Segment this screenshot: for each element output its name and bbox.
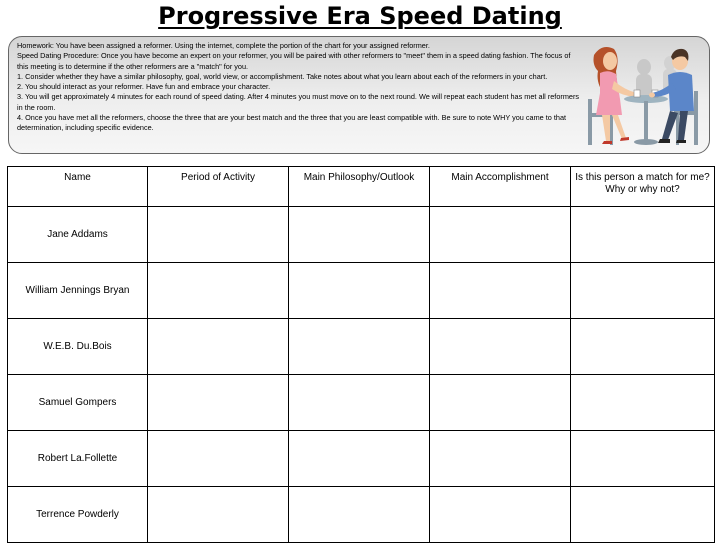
reformer-name: William Jennings Bryan bbox=[8, 263, 148, 319]
reformer-name: Robert La.Follette bbox=[8, 431, 148, 487]
header-name: Name bbox=[8, 167, 148, 207]
accomplishment-cell[interactable] bbox=[430, 207, 571, 263]
match-cell[interactable] bbox=[571, 263, 715, 319]
period-cell[interactable] bbox=[148, 431, 289, 487]
header-accomplishment: Main Accomplishment bbox=[430, 167, 571, 207]
instruction-procedure: Speed Dating Procedure: Once you have become an expert on your reformer, you will be paired with other reformers to "meet" them in a speed dating fashion. The focus of this meeting is to determine if the other reformers are a "match" for you. bbox=[17, 51, 571, 71]
philosophy-cell[interactable] bbox=[289, 263, 430, 319]
accomplishment-cell[interactable] bbox=[430, 375, 571, 431]
instruction-step-2: 2. You should interact as your reformer. Have fun and embrace your character. bbox=[17, 82, 271, 92]
match-cell[interactable] bbox=[571, 319, 715, 375]
philosophy-cell[interactable] bbox=[289, 319, 430, 375]
header-period: Period of Activity bbox=[148, 167, 289, 207]
period-cell[interactable] bbox=[148, 319, 289, 375]
table-row bbox=[8, 487, 715, 543]
instruction-step-3: 3. You will get approximately 4 minutes for each round of speed dating. After 4 minutes you must move on to the next round. We will repeat each student has met all reformers in the room. bbox=[17, 92, 580, 112]
philosophy-cell[interactable] bbox=[289, 207, 430, 263]
period-cell[interactable] bbox=[148, 375, 289, 431]
instructions-panel bbox=[8, 36, 710, 154]
instruction-step-4: 4. Once you have met all the reformers, choose the three that are your best match and the three that you are least compatible with. Be sure to note WHY you came to that determination, including specific evidence. bbox=[17, 113, 567, 133]
instructions-text bbox=[17, 41, 582, 134]
match-cell[interactable] bbox=[571, 207, 715, 263]
instruction-step-1: 1. Consider whether they have a similar philosophy, goal, world view, or accomplishment. Take notes about what you learn about each of the reformers in your chart. bbox=[17, 71, 548, 81]
speed-dating-couple-icon bbox=[582, 41, 704, 149]
header-match: Is this person a match for me? Why or why not? bbox=[571, 167, 715, 207]
table-row bbox=[8, 319, 715, 375]
match-cell[interactable] bbox=[571, 431, 715, 487]
page-title: Progressive Era Speed Dating bbox=[158, 2, 562, 30]
philosophy-cell[interactable] bbox=[289, 431, 430, 487]
match-cell[interactable] bbox=[571, 375, 715, 431]
table-row bbox=[8, 431, 715, 487]
period-cell[interactable] bbox=[148, 207, 289, 263]
table-row bbox=[8, 375, 715, 431]
philosophy-cell[interactable] bbox=[289, 487, 430, 543]
reformer-chart bbox=[7, 166, 715, 543]
accomplishment-cell[interactable] bbox=[430, 263, 571, 319]
philosophy-cell[interactable] bbox=[289, 375, 430, 431]
match-cell[interactable] bbox=[571, 487, 715, 543]
accomplishment-cell[interactable] bbox=[430, 431, 571, 487]
reformer-name: Samuel Gompers bbox=[8, 375, 148, 431]
accomplishment-cell[interactable] bbox=[430, 319, 571, 375]
period-cell[interactable] bbox=[148, 263, 289, 319]
reformer-name: W.E.B. Du.Bois bbox=[8, 319, 148, 375]
reformer-name: Terrence Powderly bbox=[8, 487, 148, 543]
instruction-homework: Homework: You have been assigned a reformer. Using the internet, complete the portion of the chart for your assigned reformer. bbox=[17, 41, 430, 50]
reformer-name: Jane Addams bbox=[8, 207, 148, 263]
accomplishment-cell[interactable] bbox=[430, 487, 571, 543]
header-philosophy: Main Philosophy/Outlook bbox=[289, 167, 430, 207]
table-row bbox=[8, 207, 715, 263]
chart-header-row bbox=[8, 167, 715, 207]
table-row bbox=[8, 263, 715, 319]
period-cell[interactable] bbox=[148, 487, 289, 543]
